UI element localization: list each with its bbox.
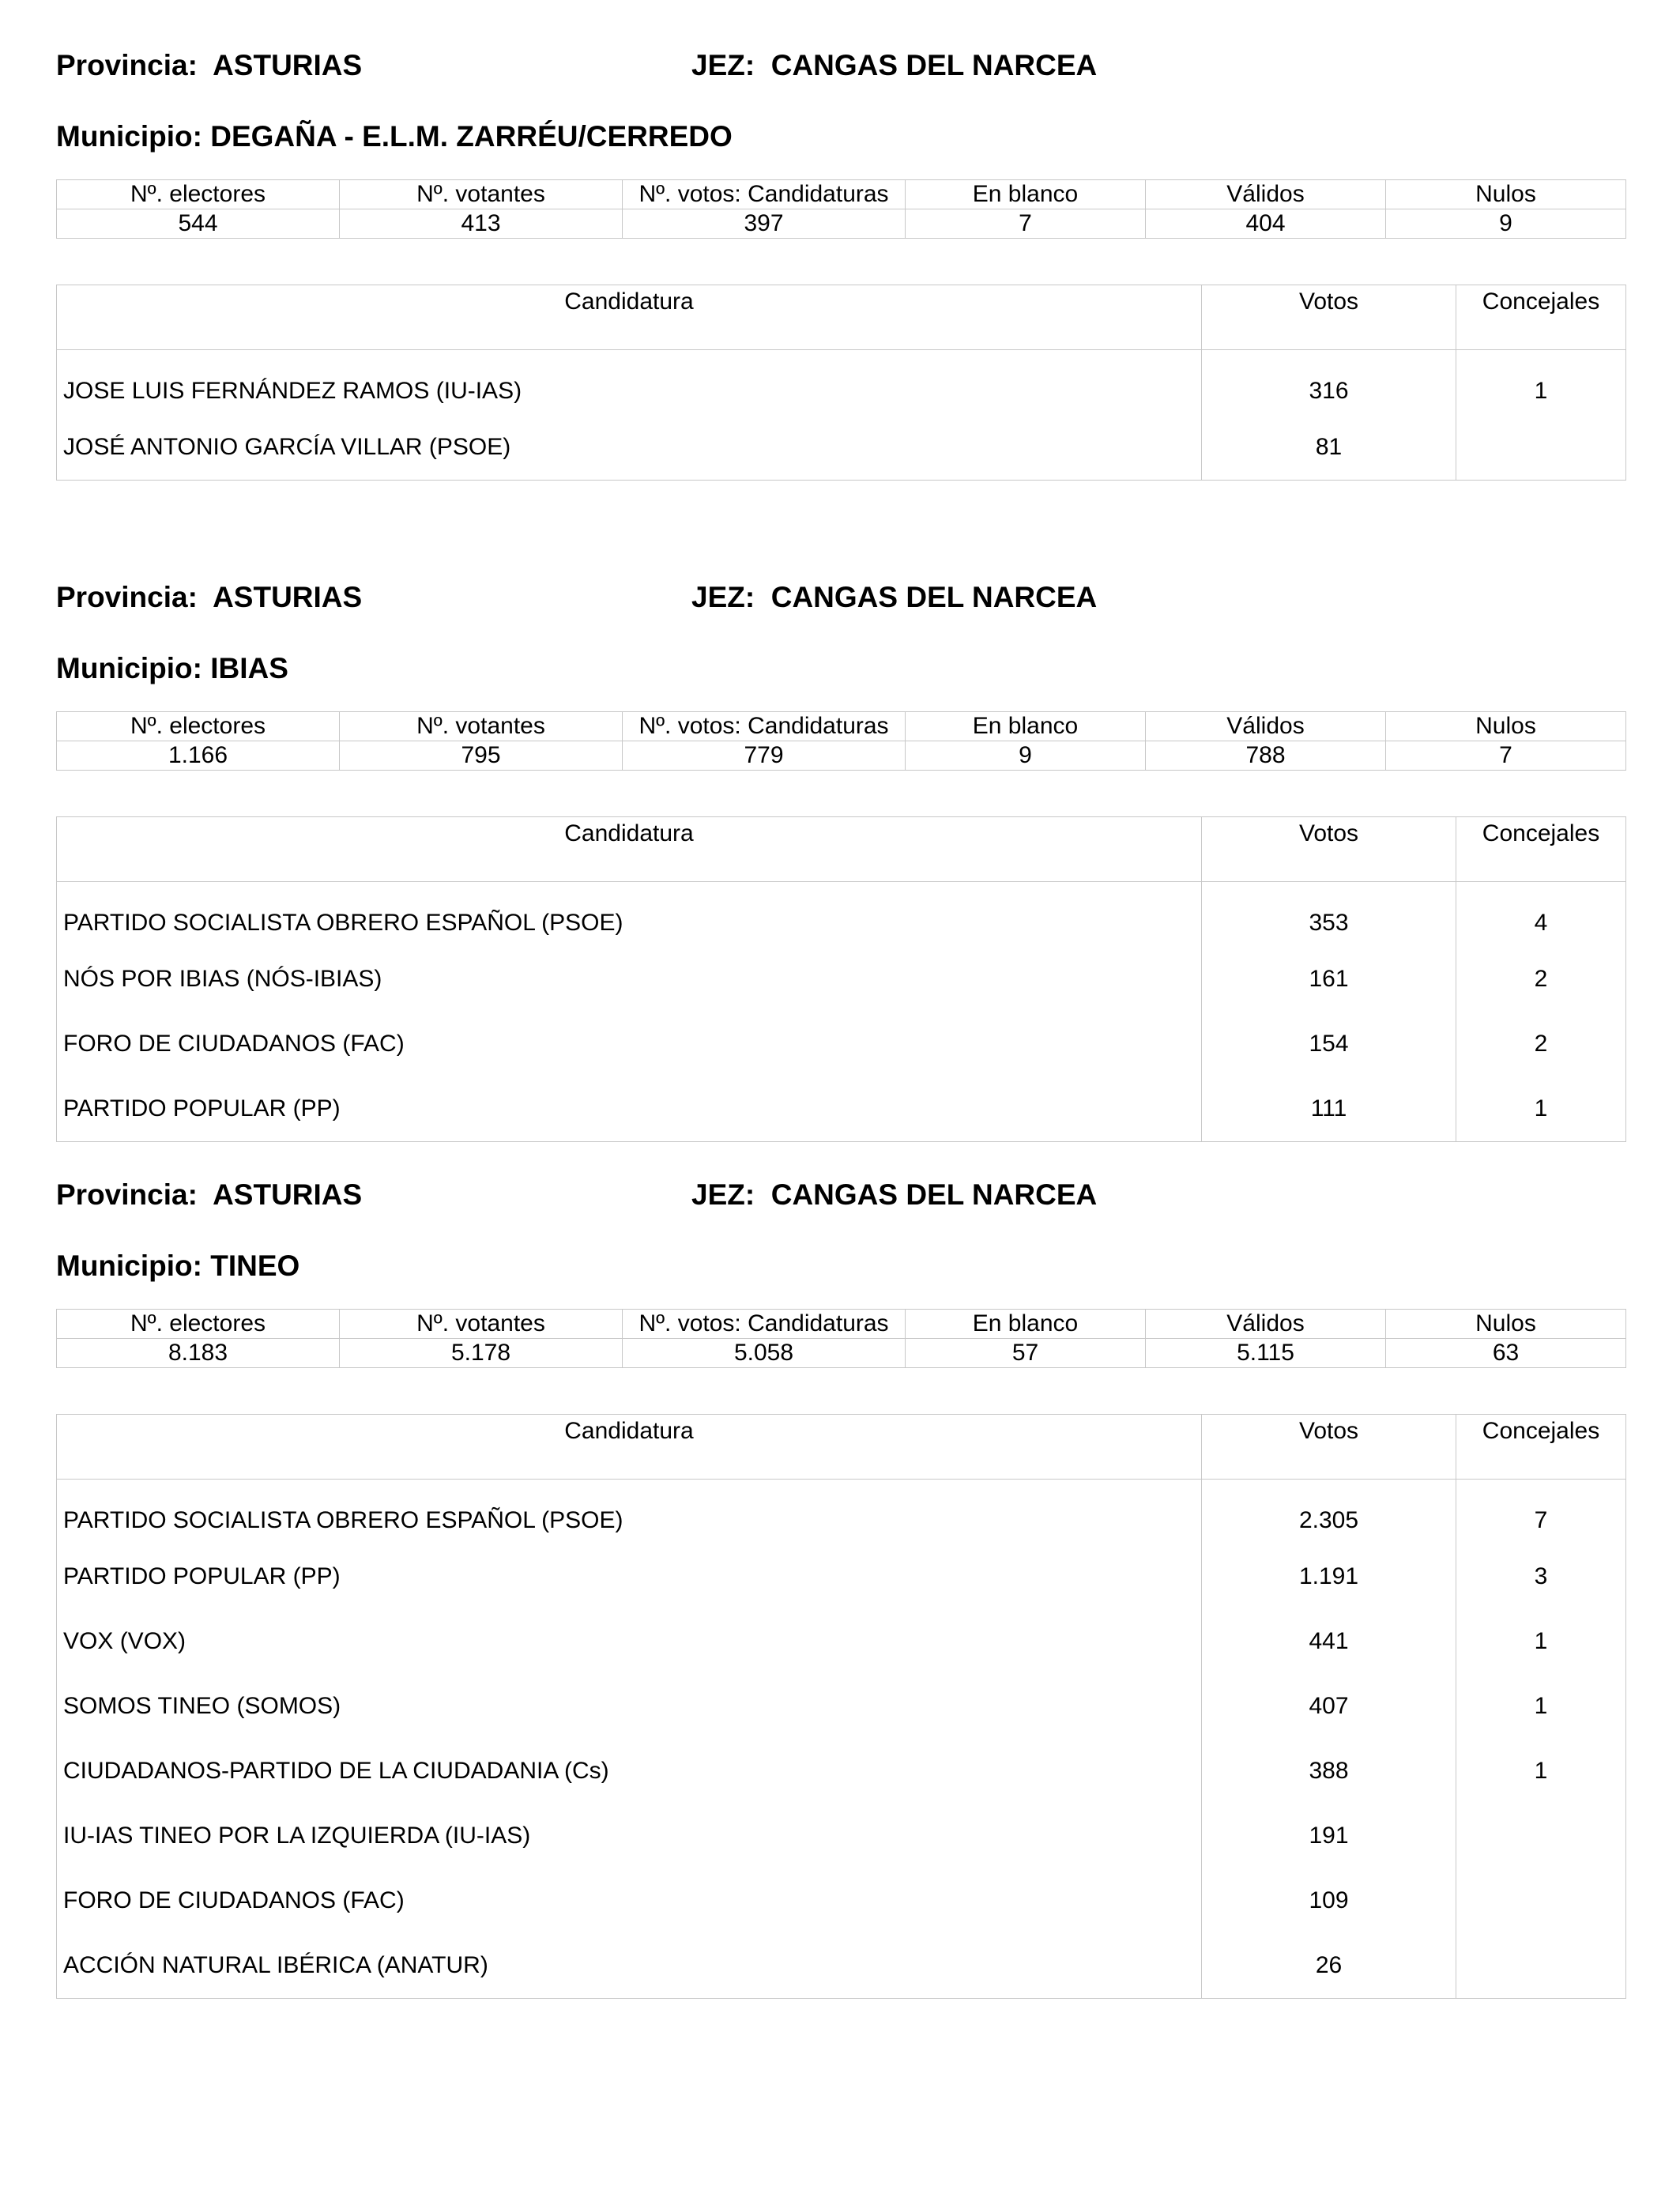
jez-label: JEZ: CANGAS DEL NARCEA xyxy=(691,49,1098,81)
candidate-votes: 316 xyxy=(1202,350,1456,416)
candidate-seats: 7 xyxy=(1456,1480,1626,1545)
municipio-label: Municipio: DEGAÑA - E.L.M. ZARRÉU/CERREDO xyxy=(56,120,733,153)
candidate-votes: 353 xyxy=(1202,882,1456,948)
candidates-header-row xyxy=(57,817,1626,882)
stat-value: 5.178 xyxy=(340,1339,623,1368)
candidate-name: JOSE LUIS FERNÁNDEZ RAMOS (IU-IAS) xyxy=(57,350,1202,416)
candidate-votes: 81 xyxy=(1202,415,1456,481)
candidate-row xyxy=(57,947,1626,1012)
candidate-votes: 191 xyxy=(1202,1804,1456,1868)
candidate-votes: 2.305 xyxy=(1202,1480,1456,1545)
stat-value: 413 xyxy=(340,209,623,239)
stats-table xyxy=(56,1309,1626,1368)
concejales-header: Concejales xyxy=(1456,285,1626,350)
candidate-name: IU-IAS TINEO POR LA IZQUIERDA (IU-IAS) xyxy=(57,1804,1202,1868)
stat-header: Nº. electores xyxy=(57,1310,340,1339)
candidate-name: PARTIDO SOCIALISTA OBRERO ESPAÑOL (PSOE) xyxy=(57,882,1202,948)
candidate-row xyxy=(57,1076,1626,1142)
candidates-table xyxy=(56,285,1626,481)
stat-header: En blanco xyxy=(906,1310,1146,1339)
candidate-row xyxy=(57,1674,1626,1739)
candidate-seats xyxy=(1456,415,1626,481)
candidatura-header: Candidatura xyxy=(57,817,1202,882)
candidates-table xyxy=(56,1414,1626,1999)
stat-value: 7 xyxy=(906,209,1146,239)
candidate-name: FORO DE CIUDADANOS (FAC) xyxy=(57,1012,1202,1076)
stat-header: Nº. votos: Candidaturas xyxy=(623,1310,906,1339)
candidate-seats xyxy=(1456,1933,1626,1999)
stat-value: 9 xyxy=(1386,209,1626,239)
candidate-seats: 4 xyxy=(1456,882,1626,948)
stat-header: Nº. votantes xyxy=(340,180,623,209)
candidate-votes: 111 xyxy=(1202,1076,1456,1142)
stat-header: Válidos xyxy=(1146,1310,1386,1339)
candidate-row xyxy=(57,1609,1626,1674)
stat-header: Válidos xyxy=(1146,712,1386,741)
candidate-seats xyxy=(1456,1804,1626,1868)
stat-value: 8.183 xyxy=(57,1339,340,1368)
stat-value: 5.115 xyxy=(1146,1339,1386,1368)
candidate-votes: 388 xyxy=(1202,1739,1456,1804)
stat-header: En blanco xyxy=(906,712,1146,741)
candidate-name: PARTIDO POPULAR (PP) xyxy=(57,1544,1202,1609)
candidate-row xyxy=(57,1933,1626,1999)
candidate-votes: 154 xyxy=(1202,1012,1456,1076)
candidatura-header: Candidatura xyxy=(57,1415,1202,1480)
votos-header: Votos xyxy=(1202,285,1456,350)
candidatura-header: Candidatura xyxy=(57,285,1202,350)
candidate-name: CIUDADANOS-PARTIDO DE LA CIUDADANIA (Cs) xyxy=(57,1739,1202,1804)
stats-table xyxy=(56,711,1626,771)
municipio-label: Municipio: TINEO xyxy=(56,1250,300,1282)
jez-label: JEZ: CANGAS DEL NARCEA xyxy=(691,581,1098,613)
stats-header-row xyxy=(57,712,1626,741)
candidate-votes: 161 xyxy=(1202,947,1456,1012)
candidate-row xyxy=(57,882,1626,948)
stat-value: 7 xyxy=(1386,741,1626,771)
stats-value-row xyxy=(57,1339,1626,1368)
candidate-votes: 26 xyxy=(1202,1933,1456,1999)
candidate-seats: 3 xyxy=(1456,1544,1626,1609)
votos-header: Votos xyxy=(1202,1415,1456,1480)
stat-value: 1.166 xyxy=(57,741,340,771)
candidate-name: ACCIÓN NATURAL IBÉRICA (ANATUR) xyxy=(57,1933,1202,1999)
provincia-label: Provincia: ASTURIAS xyxy=(56,49,363,81)
candidate-seats: 1 xyxy=(1456,1076,1626,1142)
candidate-name: PARTIDO POPULAR (PP) xyxy=(57,1076,1202,1142)
candidate-row xyxy=(57,1804,1626,1868)
candidate-seats xyxy=(1456,1868,1626,1933)
stat-value: 397 xyxy=(623,209,906,239)
stat-header: Nº. votos: Candidaturas xyxy=(623,712,906,741)
candidate-name: NÓS POR IBIAS (NÓS-IBIAS) xyxy=(57,947,1202,1012)
candidate-name: FORO DE CIUDADANOS (FAC) xyxy=(57,1868,1202,1933)
candidate-votes: 407 xyxy=(1202,1674,1456,1739)
stat-value: 788 xyxy=(1146,741,1386,771)
candidate-seats: 2 xyxy=(1456,1012,1626,1076)
stat-value: 5.058 xyxy=(623,1339,906,1368)
stat-header: Válidos xyxy=(1146,180,1386,209)
candidate-row xyxy=(57,1868,1626,1933)
candidates-header-row xyxy=(57,1415,1626,1480)
candidate-row xyxy=(57,350,1626,416)
stat-value: 404 xyxy=(1146,209,1386,239)
candidate-seats: 1 xyxy=(1456,1739,1626,1804)
candidate-name: PARTIDO SOCIALISTA OBRERO ESPAÑOL (PSOE) xyxy=(57,1480,1202,1545)
candidate-seats: 1 xyxy=(1456,350,1626,416)
stat-header: Nº. votantes xyxy=(340,712,623,741)
candidate-row xyxy=(57,1544,1626,1609)
stats-value-row xyxy=(57,741,1626,771)
stat-header: Nº. votantes xyxy=(340,1310,623,1339)
stat-header: Nulos xyxy=(1386,1310,1626,1339)
candidate-name: JOSÉ ANTONIO GARCÍA VILLAR (PSOE) xyxy=(57,415,1202,481)
provincia-label: Provincia: ASTURIAS xyxy=(56,1178,363,1211)
stats-header-row xyxy=(57,180,1626,209)
candidate-seats: 1 xyxy=(1456,1609,1626,1674)
stat-header: Nº. votos: Candidaturas xyxy=(623,180,906,209)
candidate-name: SOMOS TINEO (SOMOS) xyxy=(57,1674,1202,1739)
candidate-votes: 1.191 xyxy=(1202,1544,1456,1609)
stat-value: 544 xyxy=(57,209,340,239)
candidate-row xyxy=(57,1480,1626,1545)
stat-value: 795 xyxy=(340,741,623,771)
candidate-votes: 441 xyxy=(1202,1609,1456,1674)
candidate-row xyxy=(57,1739,1626,1804)
stat-value: 9 xyxy=(906,741,1146,771)
candidate-seats: 2 xyxy=(1456,947,1626,1012)
provincia-label: Provincia: ASTURIAS xyxy=(56,581,363,613)
stats-value-row xyxy=(57,209,1626,239)
stat-value: 63 xyxy=(1386,1339,1626,1368)
stat-header: Nulos xyxy=(1386,712,1626,741)
candidate-row xyxy=(57,415,1626,481)
concejales-header: Concejales xyxy=(1456,1415,1626,1480)
candidates-header-row xyxy=(57,285,1626,350)
stat-value: 779 xyxy=(623,741,906,771)
concejales-header: Concejales xyxy=(1456,817,1626,882)
stat-header: Nulos xyxy=(1386,180,1626,209)
stat-header: Nº. electores xyxy=(57,712,340,741)
candidates-table xyxy=(56,816,1626,1142)
candidate-seats: 1 xyxy=(1456,1674,1626,1739)
votos-header: Votos xyxy=(1202,817,1456,882)
stats-table xyxy=(56,179,1626,239)
municipio-label: Municipio: IBIAS xyxy=(56,652,288,684)
jez-label: JEZ: CANGAS DEL NARCEA xyxy=(691,1178,1098,1211)
stats-header-row xyxy=(57,1310,1626,1339)
candidate-votes: 109 xyxy=(1202,1868,1456,1933)
stat-value: 57 xyxy=(906,1339,1146,1368)
candidate-name: VOX (VOX) xyxy=(57,1609,1202,1674)
stat-header: En blanco xyxy=(906,180,1146,209)
stat-header: Nº. electores xyxy=(57,180,340,209)
candidate-row xyxy=(57,1012,1626,1076)
